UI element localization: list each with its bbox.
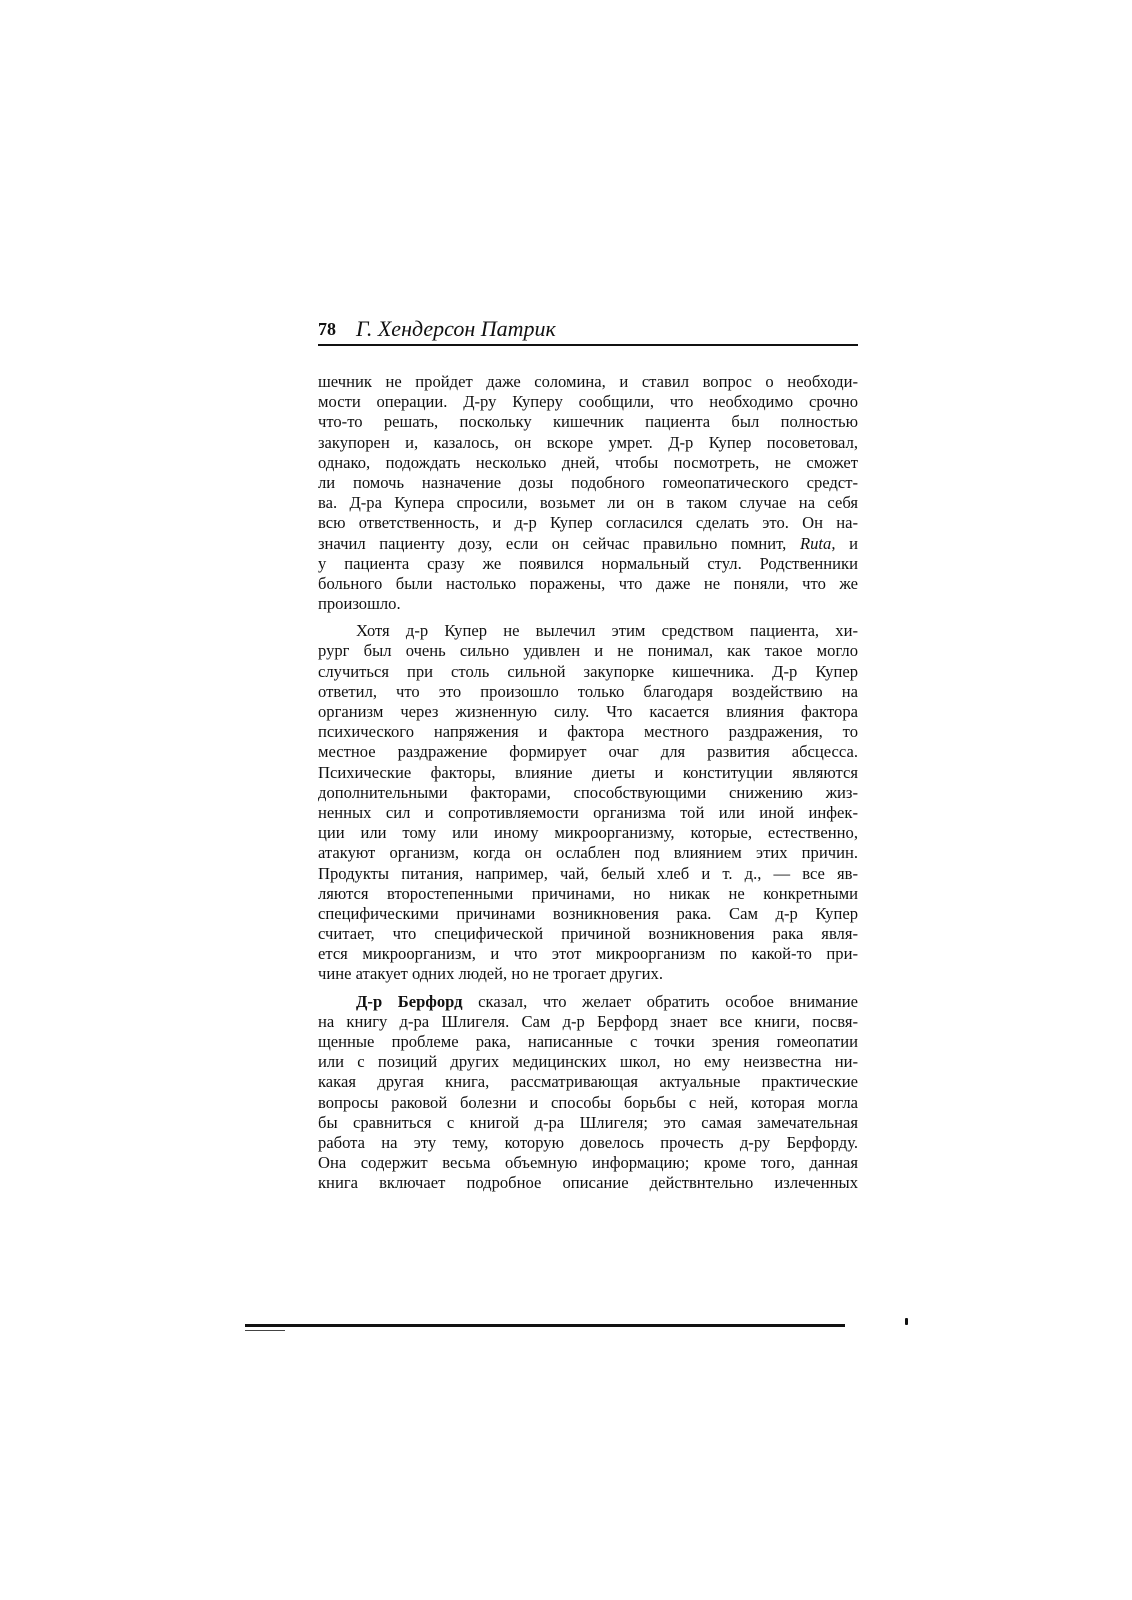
text-line: вопросы раковой болезни и способы борьбы с ней, которая могла	[318, 1092, 858, 1112]
text-line: чине атакует одних людей, но не трогает других.	[318, 964, 663, 984]
text-line: атакуют организм, когда он ослаблен под влиянием этих причин.	[318, 843, 858, 863]
text-line: или с позиций других медицинских школ, но ему неизвестна ни-	[318, 1052, 858, 1072]
text-line: дополнительными факторами, способствующими снижению жиз-	[318, 782, 858, 802]
text-line: бы сравниться с книгой д-ра Шлигеля; это самая замечательная	[318, 1112, 858, 1132]
text-line: ненных сил и сопротивляемости организма той или иной инфек-	[318, 802, 858, 822]
text-line-start: значил пациенту дозу, если он сейчас правильно помнит,	[318, 533, 787, 553]
paragraph-gap	[318, 614, 858, 621]
text-line-end: и	[835, 533, 859, 553]
text-line: что-то решать, поскольку кишечник пациента был полностью	[318, 412, 858, 432]
running-title: Г. Хендерсон Патрик	[356, 316, 556, 341]
page-header	[318, 318, 858, 346]
text-line: всю ответственность, и д-р Купер согласился сделать это. Он на-	[318, 513, 858, 533]
text-line: Психические факторы, влияние диеты и конституции являются	[318, 762, 858, 782]
text-line: ли помочь назначение дозы подобного гомеопатического средст-	[318, 472, 858, 492]
text-line: какая другая книга, рассматривающая актуальные практические	[318, 1072, 858, 1092]
text-line: Она содержит весьма объемную информацию; кроме того, данная	[318, 1153, 858, 1173]
text-line: шечник не пройдет даже соломина, и ставил вопрос о необходи-	[318, 372, 858, 391]
text-line: психического напряжения и фактора местного раздражения, то	[318, 722, 858, 742]
text-line: ва. Д-ра Купера спросили, возьмет ли он в таком случае на себя	[318, 493, 858, 513]
text-line: мости операции. Д-ру Куперу сообщили, что необходимо срочно	[318, 392, 858, 412]
text-line: работа на эту тему, которую довелось прочесть д-ру Берфорду.	[318, 1132, 858, 1152]
speaker-name: Д-р Берфорд	[356, 991, 463, 1011]
text-line: специфическими причинами возникновения рака. Сам д-р Купер	[318, 903, 858, 923]
text-line: щенные проблеме рака, написанные с точки зрения гомеопатии	[318, 1032, 858, 1051]
text-line-rest: сказал, что желает обратить особое внимание	[462, 991, 858, 1011]
text-line: организм через жизненную силу. Что касается влияния фактора	[318, 702, 858, 721]
footer-rule-shadow	[245, 1330, 285, 1331]
text-line: ции или тому или иному микроорганизму, которые, естественно,	[318, 823, 858, 843]
text-line: местное раздражение формирует очаг для развития абсцесса.	[318, 742, 858, 762]
text-line: больного были настолько поражены, что даже не поняли, что же	[318, 573, 858, 593]
text-line: рург был очень сильно удивлен и не понимал, как такое могло	[318, 641, 858, 661]
body-text	[318, 372, 858, 1194]
text-line: ется микроорганизм, и что этот микроорганизм по какой-то при-	[318, 944, 858, 964]
remedy-name: Ruta,	[799, 533, 836, 553]
paragraph-gap	[318, 985, 858, 992]
text-line: считает, что специфической причиной возникновения рака явля-	[318, 924, 858, 944]
text-line: однако, подождать несколько дней, чтобы посмотреть, не сможет	[318, 452, 858, 472]
text-line: у пациента сразу же появился нормальный стул. Родственники	[318, 553, 858, 573]
text-line: ответил, что это произошло только благодаря воздействию на	[318, 681, 858, 701]
page-number: 78	[318, 319, 336, 339]
text-line: ляются второстепенными причинами, но никак не конкретными	[318, 883, 858, 903]
text-line: книга включает подробное описание действнтельно излеченных	[318, 1173, 858, 1193]
text-line-with-remedy	[318, 534, 858, 554]
text-line: произошло.	[318, 594, 401, 614]
text-line-with-speaker	[318, 992, 858, 1012]
text-line: случиться при столь сильной закупорке кишечника. Д-р Купер	[318, 661, 858, 681]
text-line: Продукты питания, например, чай, белый хлеб и т. д., — все яв-	[318, 863, 858, 883]
text-line: Хотя д-р Купер не вылечил этим средством пациента, хи-	[356, 621, 858, 641]
text-line: на книгу д-ра Шлигеля. Сам д-р Берфорд знает все книги, посвя-	[318, 1011, 858, 1031]
text-line: закупорен и, казалось, он вскоре умрет. Д-р Купер посоветовал,	[318, 432, 858, 452]
scan-speck	[905, 1318, 908, 1325]
footer-rule	[245, 1324, 845, 1327]
